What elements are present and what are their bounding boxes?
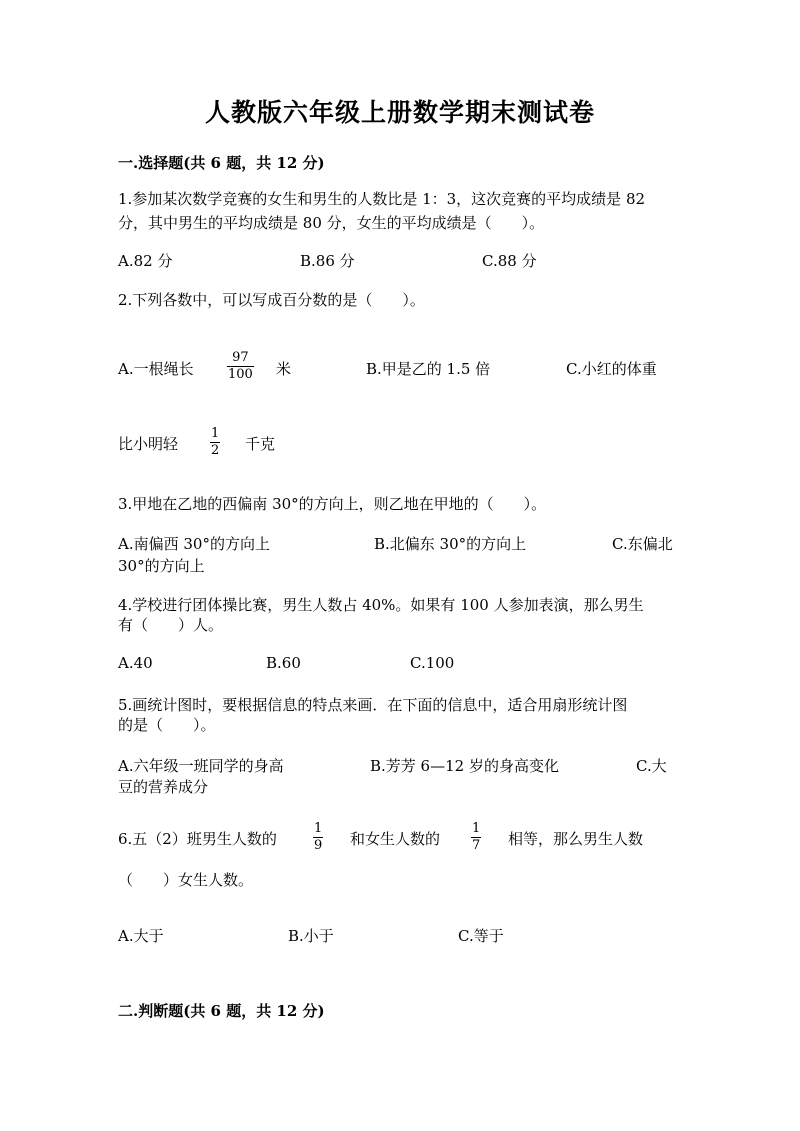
- question-2-option-c-cont-suffix: 千克: [245, 435, 276, 453]
- question-5-line-2: 的是（ ）。: [118, 716, 216, 734]
- question-5-option-c-cont: 豆的营养成分: [118, 778, 209, 796]
- question-6-option-a: A.大于: [118, 927, 164, 945]
- question-3-option-a: A.南偏西 30°的方向上: [118, 535, 270, 553]
- question-2-option-c: C.小红的体重: [566, 360, 657, 378]
- question-2-option-a-prefix: A.一根绳长: [118, 360, 194, 378]
- question-1-option-c: C.88 分: [482, 252, 537, 270]
- section-heading-choice: 一.选择题(共 6 题，共 12 分): [118, 154, 325, 172]
- question-2-option-a-suffix: 米: [276, 360, 292, 378]
- question-4-line-2: 有（ ）人。: [118, 616, 224, 634]
- fraction-numerator: 1: [314, 821, 323, 836]
- question-5-line-1: 5.画统计图时，要根据信息的特点来画．在下面的信息中，适合用扇形统计图: [118, 696, 628, 714]
- fraction-numerator: 1: [211, 426, 220, 441]
- question-1-line-1: 1.参加某次数学竞赛的女生和男生的人数比是 1：3，这次竞赛的平均成绩是 82: [118, 190, 646, 208]
- fraction-denominator: 2: [211, 443, 220, 458]
- question-3-option-c: C.东偏北: [612, 535, 673, 553]
- question-1-option-b: B.86 分: [300, 252, 355, 270]
- question-2-option-c-fraction: [210, 426, 220, 459]
- page-title: 人教版六年级上册数学期末测试卷: [204, 98, 595, 127]
- question-5-option-b: B.芳芳 6—12 岁的身高变化: [370, 757, 559, 775]
- question-3-stem: 3.甲地在乙地的西偏南 30°的方向上，则乙地在甲地的（ ）。: [118, 495, 547, 513]
- fraction-denominator: 7: [472, 838, 481, 853]
- question-5-option-c: C.大: [636, 757, 667, 775]
- question-4-option-a: A.40: [118, 654, 153, 672]
- fraction-numerator: 1: [472, 821, 481, 836]
- question-3-option-b: B.北偏东 30°的方向上: [374, 535, 527, 553]
- question-6-option-b: B.小于: [288, 927, 334, 945]
- fraction-denominator: 9: [314, 838, 323, 853]
- question-2-option-a-fraction: [227, 350, 254, 383]
- question-2-stem: 2.下列各数中，可以写成百分数的是（ ）。: [118, 291, 425, 309]
- question-4-line-1: 4.学校进行团体操比赛，男生人数占 40%。如果有 100 人参加表演，那么男生: [118, 596, 644, 614]
- question-4-option-b: B.60: [266, 654, 301, 672]
- question-1-line-2: 分，其中男生的平均成绩是 80 分，女生的平均成绩是（ ）。: [118, 214, 545, 232]
- question-4-option-c: C.100: [410, 654, 455, 672]
- question-6-suffix: 相等，那么男生人数: [508, 830, 644, 848]
- question-2-option-b: B.甲是乙的 1.5 倍: [366, 360, 491, 378]
- question-6-fraction-2: [471, 821, 481, 854]
- question-6-line-2: （ ）女生人数。: [118, 871, 254, 889]
- fraction-numerator: 97: [232, 350, 249, 365]
- question-6-middle: 和女生人数的: [350, 830, 441, 848]
- fraction-denominator: 100: [228, 367, 253, 382]
- question-5-option-a: A.六年级一班同学的身高: [118, 757, 284, 775]
- question-6-fraction-1: [313, 821, 323, 854]
- question-3-option-c-cont: 30°的方向上: [118, 557, 205, 575]
- question-2-option-c-cont-prefix: 比小明轻: [118, 435, 179, 453]
- section-heading-true-false: 二.判断题(共 6 题，共 12 分): [118, 1002, 325, 1020]
- question-6-option-c: C.等于: [458, 927, 504, 945]
- question-1-option-a: A.82 分: [118, 252, 173, 270]
- question-6-prefix: 6.五（2）班男生人数的: [118, 830, 277, 848]
